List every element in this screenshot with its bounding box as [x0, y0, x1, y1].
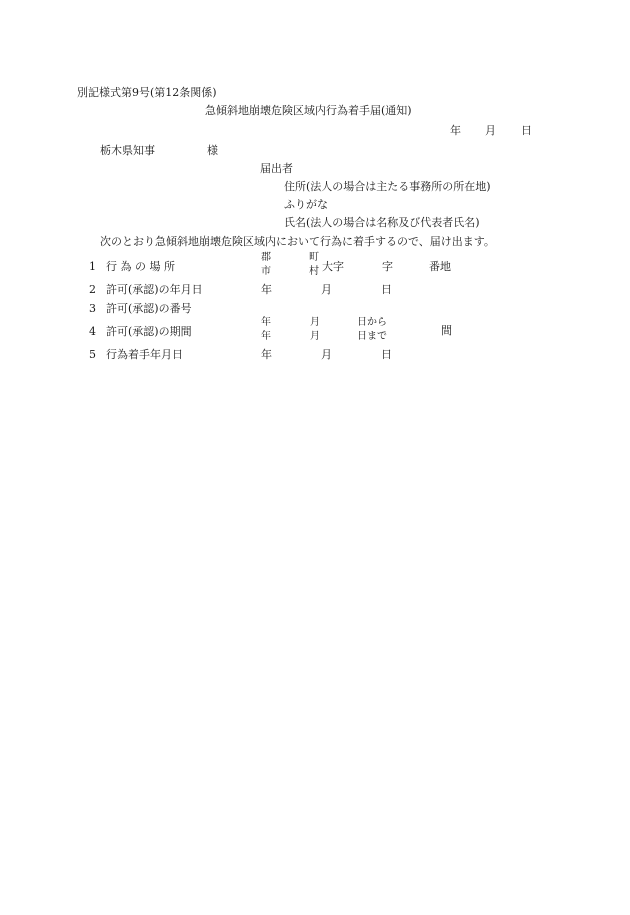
item1-machi: 町 [309, 252, 319, 263]
item5-year: 年 [261, 348, 272, 361]
item1-gun: 郡 [261, 252, 271, 263]
item4-number: 4 [89, 325, 96, 338]
addressee-honorific: 様 [207, 144, 218, 157]
item2-month: 月 [321, 283, 332, 296]
form-title: 急傾斜地崩壊危険区域内行為着手届(通知) [205, 104, 412, 117]
item3-label: 許可(承認)の番号 [106, 302, 192, 315]
addressee-name: 栃木県知事 [100, 144, 155, 157]
item4-label: 許可(承認)の期間 [106, 325, 192, 338]
item1-oaza: 大字 [322, 260, 344, 273]
item4-to-day: 日まで [357, 331, 387, 342]
item2-year: 年 [261, 283, 272, 296]
item5-day: 日 [381, 348, 392, 361]
date-year-label: 年 [450, 124, 461, 137]
item5-label: 行為着手年月日 [106, 348, 183, 361]
item5-number: 5 [89, 348, 96, 361]
item2-day: 日 [381, 283, 392, 296]
notifier-label: 届出者 [260, 162, 293, 175]
item3-number: 3 [89, 302, 96, 315]
item1-shi: 市 [261, 266, 271, 277]
item1-mura: 村 [309, 266, 319, 277]
item4-to-year: 年 [261, 331, 271, 342]
item4-to-month: 月 [310, 331, 320, 342]
item1-banchi: 番地 [429, 260, 451, 273]
item2-number: 2 [89, 283, 96, 296]
notifier-furigana-label: ふりがな [284, 198, 328, 211]
item4-from-month: 月 [310, 317, 320, 328]
notifier-address-label: 住所(法人の場合は主たる事務所の所在地) [284, 180, 491, 193]
item4-from-year: 年 [261, 317, 271, 328]
item2-label: 許可(承認)の年月日 [106, 283, 203, 296]
item1-aza: 字 [382, 260, 393, 273]
date-month-label: 月 [485, 124, 496, 137]
body-text: 次のとおり急傾斜地崩壊危険区域内において行為に着手するので、届け出ます。 [100, 235, 495, 248]
item4-from-day: 日から [357, 317, 387, 328]
item4-duration: 間 [441, 324, 452, 337]
item5-month: 月 [321, 348, 332, 361]
item1-label: 行 為 の 場 所 [106, 260, 175, 273]
form-number: 別記様式第9号(第12条関係) [77, 86, 217, 99]
notifier-name-label: 氏名(法人の場合は名称及び代表者氏名) [284, 216, 480, 229]
item1-number: 1 [89, 260, 96, 273]
date-day-label: 日 [521, 124, 532, 137]
